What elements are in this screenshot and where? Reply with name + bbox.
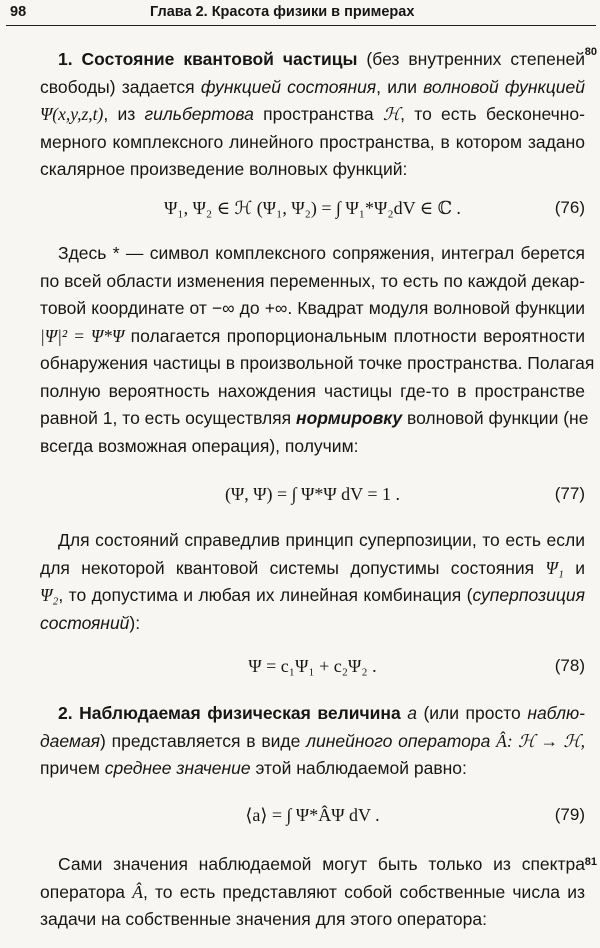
term-normalization: нормировку: [296, 408, 403, 428]
text-line: причем среднее значение этой наблюдаемой равно:: [40, 758, 467, 778]
psi-1-symbol: Ψ₁: [545, 557, 564, 578]
text-line: всегда возможная операция), получим:: [40, 435, 359, 456]
text-line: равной 1, то есть осуществляя нормировку волновой функции (не: [40, 408, 589, 428]
section-2-heading: 2. Наблюдаемая физическая величина: [58, 703, 401, 723]
margin-note-80: 80: [584, 46, 597, 58]
text-line: Ψ₂, то допустима и любая их линейная комбинация (суперпозиция: [40, 585, 585, 605]
equation-79-formula: ⟨a⟩ = ∫ Ψ*ÂΨ dV .: [245, 805, 380, 825]
hilbert-space-symbol: ℋ: [382, 104, 401, 124]
text-line: мерного комплексного линейного пространства, в котором задано: [40, 131, 585, 152]
section-1-paragraph: [40, 46, 585, 184]
term-state-function: функцией состояния: [200, 76, 377, 97]
paragraph-4: [40, 851, 585, 934]
text-line: для некоторой квантовой системы допустимы состояния Ψ₁ и: [40, 557, 585, 578]
paragraph-2: [40, 240, 595, 460]
equation-78: [40, 656, 585, 684]
text-line: свободы) задается функцией состояния, или волновой функцией: [40, 76, 585, 97]
running-title: Глава 2. Красота физики в примерах: [150, 4, 415, 20]
margin-note-81: 81: [584, 856, 597, 868]
term-linear-operator: линейного оператора: [306, 730, 491, 751]
text-line: состояний):: [40, 612, 141, 633]
text-line: оператора Â, то есть представляют собой собственные числа из: [40, 881, 585, 902]
term-hilbert: гильбертова: [144, 104, 254, 124]
text-line: скалярное произведение волновых функций:: [40, 159, 408, 179]
text-line: обнаружения частицы в произвольной точке пространства. Полагая: [40, 353, 595, 373]
text-line: 2. Наблюдаемая физическая величина a (или просто наблю-: [58, 703, 585, 723]
text-line: даемая) представляется в виде линейного оператора Â: ℋ → ℋ,: [40, 730, 585, 751]
paragraph-3: [40, 527, 585, 637]
term-mean-value: среднее значение: [104, 758, 251, 778]
section-2-paragraph: [40, 700, 585, 783]
equation-78-formula: Ψ = c₁Ψ₁ + c₂Ψ₂ .: [248, 656, 377, 676]
equation-76-number: (76): [554, 198, 585, 217]
text-line: Для состояний справедлив принцип суперпозиции, то есть если: [58, 530, 585, 550]
term-superposition: суперпозиция: [472, 585, 585, 605]
term-wave-function: волновой функцией: [423, 76, 585, 97]
equation-78-number: (78): [554, 656, 585, 675]
text-line: Здесь * — символ комплексного сопряжения, интеграл берется: [58, 243, 585, 263]
text-line: |Ψ|² = Ψ*Ψ полагается пропорциональным плотности вероятности: [40, 325, 585, 346]
modulus-squared-formula: |Ψ|² = Ψ*Ψ: [40, 325, 125, 346]
text-line: 1. Состояние квантовой частицы (без внутренних степеней: [58, 49, 585, 69]
page-header: [10, 2, 582, 24]
equation-79: [40, 805, 585, 833]
header-rule: [6, 25, 596, 26]
text-line: по всей области изменения переменных, то есть по каждой декар-: [40, 270, 585, 291]
operator-a-symbol: Â: [132, 881, 143, 902]
text-line: Сами значения наблюдаемой могут быть только из спектра: [58, 854, 585, 874]
text-line: полную вероятность нахождения частицы где-то в пространстве: [40, 380, 585, 401]
wavefunction-symbol: Ψ(x,y,z,t): [40, 104, 104, 124]
equation-79-number: (79): [554, 805, 585, 824]
equation-77-number: (77): [554, 484, 585, 503]
equation-76: [40, 198, 585, 226]
page-number: 98: [10, 4, 27, 20]
text-line: Ψ(x,y,z,t), из гильбертова пространства ℋ, то есть бесконечно-: [40, 104, 585, 124]
operator-symbol: Â: ℋ → ℋ,: [496, 730, 585, 751]
text-line: товой координате от −∞ до +∞. Квадрат модуля волновой функции: [40, 298, 585, 318]
section-1-heading: 1. Состояние квантовой частицы: [58, 49, 358, 69]
equation-77: [40, 484, 585, 512]
equation-77-formula: (Ψ, Ψ) = ∫ Ψ*Ψ dV = 1 .: [224, 484, 401, 504]
equation-76-formula: Ψ₁, Ψ₂ ∈ ℋ (Ψ₁, Ψ₂) = ∫ Ψ₁*Ψ₂dV ∈ ℂ .: [164, 198, 461, 218]
text-line: задачи на собственные значения для этого оператора:: [40, 909, 487, 929]
psi-2-symbol: Ψ₂: [40, 585, 59, 605]
